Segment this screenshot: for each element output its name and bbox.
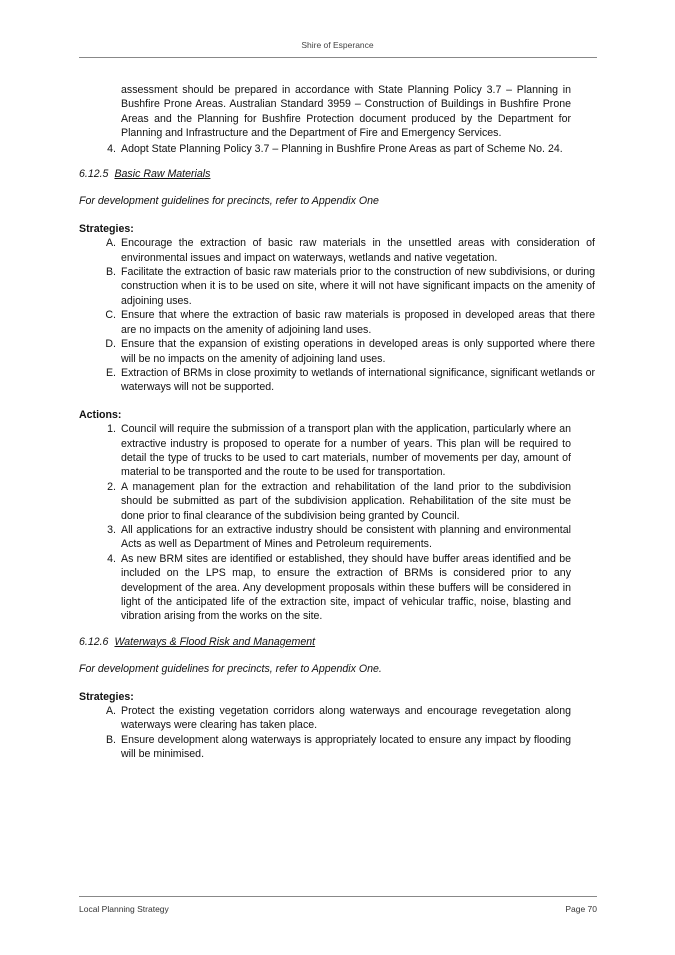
- list-item: [79, 265, 595, 308]
- header-rule: [79, 57, 597, 58]
- list-item-text: Extraction of BRMs in close proximity to wetlands of international significance, significant wetlands or waterways will not be supported.: [121, 366, 595, 394]
- guideline-note: For development guidelines for precincts, refer to Appendix One.: [79, 663, 382, 676]
- list-item: [79, 552, 571, 624]
- list-marker: 3.: [107, 523, 116, 536]
- list-item-text: Adopt State Planning Policy 3.7 – Planning in Bushfire Prone Areas as part of Scheme No. 24.: [121, 142, 563, 155]
- list-item-text: Protect the existing vegetation corridors along waterways and encourage revegetation along waterways were clearing has taken place.: [121, 705, 571, 732]
- list-item-text: As new BRM sites are identified or established, they should have buffer areas identified and be included on the LPS map, to ensure the extraction of BRMs is considered prior to any development of the area. Any development proposals within these buffers will be considered in light of the anticipated life of the extraction site, impact of vehicular traffic, noise, blasting and vibration arising from the works on the site.: [121, 552, 571, 623]
- list-item: [79, 236, 595, 265]
- list-item-text: A management plan for the extraction and rehabilitation of the land prior to the subdivision should be submitted as part of the subdivision application. Rehabilitation of the site must be done prior to final clearance of the subdivision being granted by Council.: [121, 480, 571, 522]
- actions-heading: Actions:: [79, 408, 122, 421]
- list-marker: D.: [105, 338, 116, 351]
- strategies-heading: Strategies:: [79, 222, 134, 235]
- list-item: [79, 308, 595, 337]
- section-number: 6.12.5: [79, 168, 109, 181]
- list-marker: 2.: [107, 480, 116, 493]
- footer-document-title: Local Planning Strategy: [79, 904, 169, 914]
- list-item-text: Ensure that where the extraction of basic raw materials is proposed in developed areas that there are no impacts on the amenity of adjoining land uses.: [121, 309, 595, 336]
- section-title: Basic Raw Materials: [114, 168, 211, 181]
- list-marker: E.: [105, 366, 116, 379]
- guideline-note: For development guidelines for precincts, refer to Appendix One: [79, 195, 379, 208]
- list-item: [79, 523, 571, 552]
- list-marker: A.: [105, 705, 116, 718]
- list-item: [79, 704, 571, 733]
- footer-rule: [79, 896, 597, 897]
- list-item: [79, 142, 571, 156]
- list-marker: A.: [105, 237, 116, 250]
- list-item: [79, 422, 571, 480]
- section-title: Waterways & Flood Risk and Management: [114, 635, 316, 648]
- list-item-text: Council will require the submission of a transport plan with the application, particularly where an extractive industry is proposed to operate for a number of years. This plan will be required to detail the type of trucks to be used to cart materials, number of movements per day, amount of material to be transported and the route to be used for transportation.: [121, 423, 571, 479]
- list-marker: 1.: [107, 423, 116, 436]
- list-marker: B.: [105, 266, 116, 279]
- list-item: [79, 480, 571, 523]
- list-item-text: Facilitate the extraction of basic raw materials prior to the construction of new subdivisions, or during construction when it is to be used on site, where it will not have significant impacts on the amenity of adjoining uses.: [121, 266, 595, 307]
- list-marker: B.: [105, 733, 116, 746]
- list-marker: 4.: [107, 552, 116, 565]
- running-header: Shire of Esperance: [301, 40, 374, 50]
- list-item-text: Encourage the extraction of basic raw materials in the unsettled areas with consideration of environmental issues and impact on waterways, wetlands and native vegetation.: [121, 237, 595, 264]
- continued-paragraph: assessment should be prepared in accordance with State Planning Policy 3.7 – Planning in Bushfire Prone Areas. Australian Standard 3959 – Construction of Buildings in Bushfire Prone Areas and the Planning for Bushfire Protection document produced by the Department for Planning and Infrastructure and the Department of Fire and Emergency Services.: [121, 84, 571, 140]
- list-item: [79, 366, 595, 395]
- list-item-text: Ensure that the expansion of existing operations in developed areas is only supported where there will be no impacts on the amenity of adjoining land uses.: [121, 338, 595, 365]
- list-item-text: All applications for an extractive industry should be consistent with planning and environmental Acts as well as Department of Mines and Petroleum requirements.: [121, 523, 571, 551]
- section-heading-6-12-6: [79, 635, 597, 649]
- page-number: Page 70: [565, 904, 597, 914]
- list-item: [79, 733, 571, 762]
- list-marker: 4.: [107, 142, 116, 155]
- section-heading-6-12-5: [79, 167, 597, 181]
- list-item-text: Ensure development along waterways is appropriately located to ensure any impact by flooding will be minimised.: [121, 733, 571, 761]
- section-number: 6.12.6: [79, 635, 109, 648]
- list-marker: C.: [105, 309, 116, 322]
- document-body: [79, 83, 597, 762]
- strategies-heading: Strategies:: [79, 690, 134, 703]
- list-item: [79, 337, 595, 366]
